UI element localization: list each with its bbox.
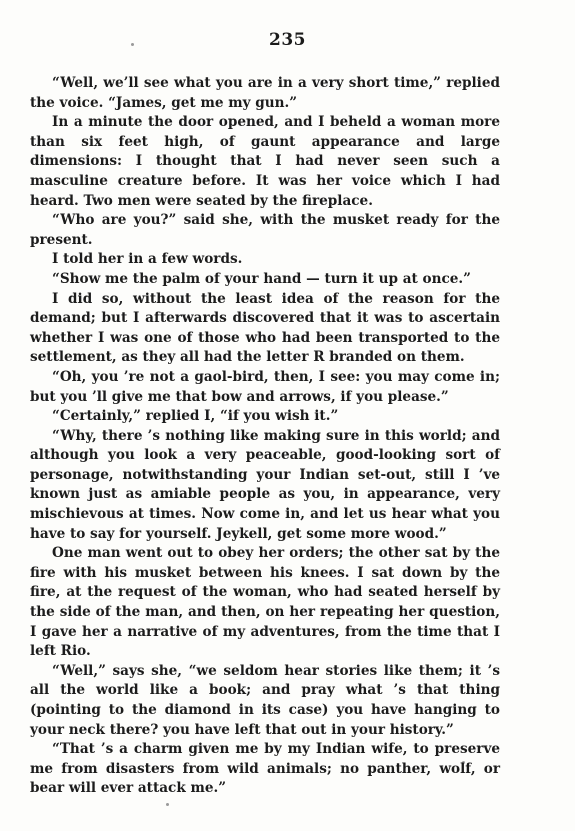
- page-number: 235: [269, 30, 306, 50]
- paragraph: “Well, we’ll see what you are in a very short time,” replied the voice. “James, get me my gun.”: [30, 75, 500, 111]
- paragraph: One man went out to obey her orders; the other sat by the fire with his musket between his knees. I sat down by the fire, at the request of the woman, who had seated herself by the side of the man, and then, on her repeating her question, I gave her a narrative of my adventures, from the time that I left Rio.: [30, 545, 500, 660]
- paragraph: I did so, without the least idea of the reason for the demand; but I afterwards discovered that it was to ascertain whether I was one of those who had been transported to the settlement, as they all had the letter R branded on them.: [30, 290, 500, 366]
- paragraph: “Certainly,” replied I, “if you wish it.”: [52, 408, 339, 425]
- paragraph: “That ’s a charm given me by my Indian wife, to preserve me from disasters from wild animals; no panther, wolf, or bear will ever attack me.”: [30, 741, 500, 797]
- paragraph: “Show me the palm of your hand — turn it up at once.”: [52, 270, 471, 287]
- paragraph: “Who are you?” said she, with the musket ready for the present.: [30, 212, 500, 248]
- paragraph: I told her in a few words.: [52, 251, 243, 268]
- paper-speck: [166, 803, 169, 806]
- paragraph: “Why, there ’s nothing like making sure in this world; and although you look a very peaceable, good-looking sort of personage, notwithstanding your Indian set-out, still I ’ve known just as amiable people as you, in appearance, very mischievous at times. Now come in, and let us hear what you have to say for yourself. Jeykell, get some more wood.”: [30, 427, 500, 542]
- paragraph: “Oh, you ’re not a gaol-bird, then, I see: you may come in; but you ’ll give me that bow and arrows, if you please.”: [30, 368, 500, 405]
- paragraph: “Well,” says she, “we seldom hear stories like them; it ’s all the world like a book; and pray what ’s that thing (pointing to the diamond in its case) you have hanging to your neck there? you have left that out in your history.”: [30, 662, 500, 738]
- paragraph: In a minute the door opened, and I beheld a woman more than six feet high, of gaunt appearance and large dimensions: I thought that I had never seen such a masculine creature before. It was her voice which I had heard. Two men were seated by the fireplace.: [30, 114, 500, 209]
- body-text: [30, 74, 500, 799]
